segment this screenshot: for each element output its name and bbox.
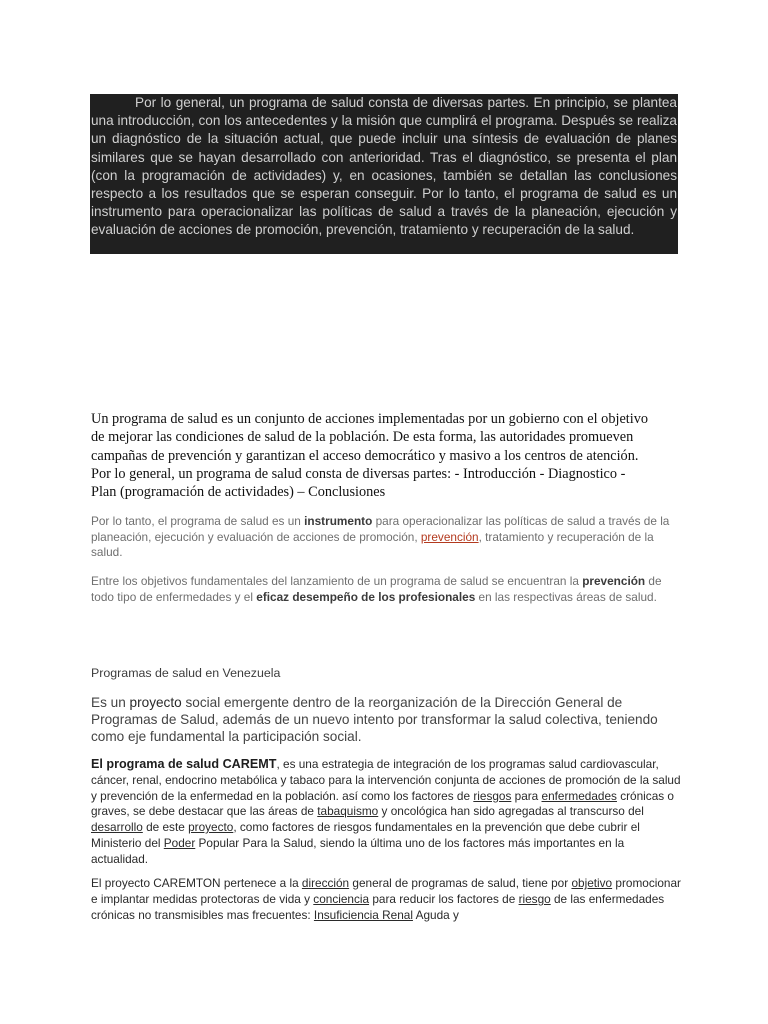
text-run: , tratamiento y recuperación de la salud. (91, 529, 654, 560)
dark-highlighted-paragraph (90, 94, 678, 254)
proyecto-link[interactable]: proyecto (188, 820, 234, 835)
objetivos-paragraph (91, 574, 683, 605)
text-run: Entre los objetivos fundamentales del lanzamiento de un programa de salud se encuentran la (91, 574, 583, 588)
text-run: , es una estrategia de integración de los programas salud cardiovascular, cáncer, renal, endocrino metabólica y tabaco para la intervención conjunta de acciones de promoción de la salud y prevención de la enfermedad en la población. así como los factores de (91, 757, 681, 803)
serif-line: Por lo general, un programa de salud consta de diversas partes: - Introducción - Diagnostico - (91, 465, 626, 482)
text-run: de las enfermedades crónicas no transmisibles mas frecuentes: (91, 891, 665, 922)
serif-line: Plan (programación de actividades) – Conclusiones (91, 484, 386, 501)
text-run: Aguda y (412, 907, 459, 922)
conciencia-link[interactable]: conciencia (313, 891, 370, 906)
text-run: crónicas o graves, se debe destacar que las áreas de (91, 788, 674, 819)
text-run: de este (142, 820, 189, 835)
serif-line: de mejorar las condiciones de salud de la población. De esta forma, las autoridades promueven (91, 429, 634, 446)
text-run: El proyecto CAREMTON pertenece a la (91, 876, 302, 890)
text-run: para reducir los factores de (369, 891, 519, 906)
desarrollo-link[interactable]: desarrollo (91, 820, 143, 835)
bold-term: prevención (582, 574, 646, 588)
proyecto-social-paragraph (91, 695, 681, 745)
text-run: para (511, 788, 542, 803)
caremt-title: El programa de salud CAREMT (91, 757, 277, 771)
section-heading: Programas de salud en Venezuela (91, 666, 281, 680)
text-run: promocionar e implantar medidas protectoras de vida y (91, 876, 681, 906)
insuficiencia-renal-link[interactable]: Insuficiencia Renal (313, 907, 413, 922)
prevencion-link[interactable]: prevención (420, 529, 479, 544)
bold-term: eficaz desempeño de los profesionales (256, 589, 476, 604)
text-run: de todo tipo de enfermedades y el (91, 574, 662, 604)
text-run: , como factores de riesgos fundamentales en la prevención que debe cubrir el Ministerio del (91, 820, 640, 850)
tabaquismo-link[interactable]: tabaquismo (317, 804, 379, 819)
serif-line: campañas de prevención y garantizan el acceso democrático y masivo a los centros de atención. (91, 447, 639, 464)
instrumento-paragraph (91, 514, 683, 561)
text-run: social emergente dentro de la reorganización de la Dirección General de Programas de Salud, además de un nuevo intento por transformar la salud colectiva, teniendo como eje fundamental la participación social. (91, 695, 658, 744)
text-run: para operacionalizar las políticas de salud a través de la planeación, ejecución y evaluación de acciones de promoción, (91, 514, 670, 544)
proyecto-link[interactable]: proyecto (129, 695, 182, 710)
bold-term: instrumento (304, 514, 373, 528)
serif-paragraph (91, 410, 671, 501)
text-run: general de programas de salud, tiene por (349, 876, 572, 890)
text-run: y oncológica han sido agregadas al transcurso del (378, 804, 644, 819)
riesgo-link[interactable]: riesgo (518, 891, 551, 906)
text-run: en las respectivas áreas de salud. (475, 589, 657, 604)
text-run: Por lo tanto, el programa de salud es un (91, 514, 305, 528)
dark-paragraph-text: Por lo general, un programa de salud consta de diversas partes. En principio, se plantea una introducción, con los antecedentes y la misión que cumplirá el programa. Después se realiza un diagnóstico de la situación actual, que puede incluir una síntesis de evaluación de planes similares que se hayan desarrollado con anterioridad. Tras el diagnóstico, se presenta el plan (con la programación de actividades) y, en ocasiones, también se detallan las conclusiones respecto a los resultados que se esperan conseguir. Por lo tanto, el programa de salud es un instrumento para operacionalizar las políticas de salud a través de la planeación, ejecución y evaluación de acciones de promoción, prevención, tratamiento y recuperación de la salud. (91, 95, 677, 238)
poder-link[interactable]: Poder (163, 835, 196, 850)
caremt-paragraph (91, 757, 681, 868)
text-run: Popular Para la Salud, siendo la última uno de los factores más importantes en la actualidad. (91, 835, 625, 866)
caremton-paragraph (91, 876, 681, 923)
objetivo-link[interactable]: objetivo (571, 876, 613, 890)
enfermedades-link[interactable]: enfermedades (541, 788, 617, 803)
serif-line: Un programa de salud es un conjunto de acciones implementadas por un gobierno con el objetivo (91, 411, 649, 427)
direccion-link[interactable]: dirección (301, 876, 350, 890)
text-run: Es un (91, 695, 130, 710)
riesgos-link[interactable]: riesgos (473, 788, 512, 803)
